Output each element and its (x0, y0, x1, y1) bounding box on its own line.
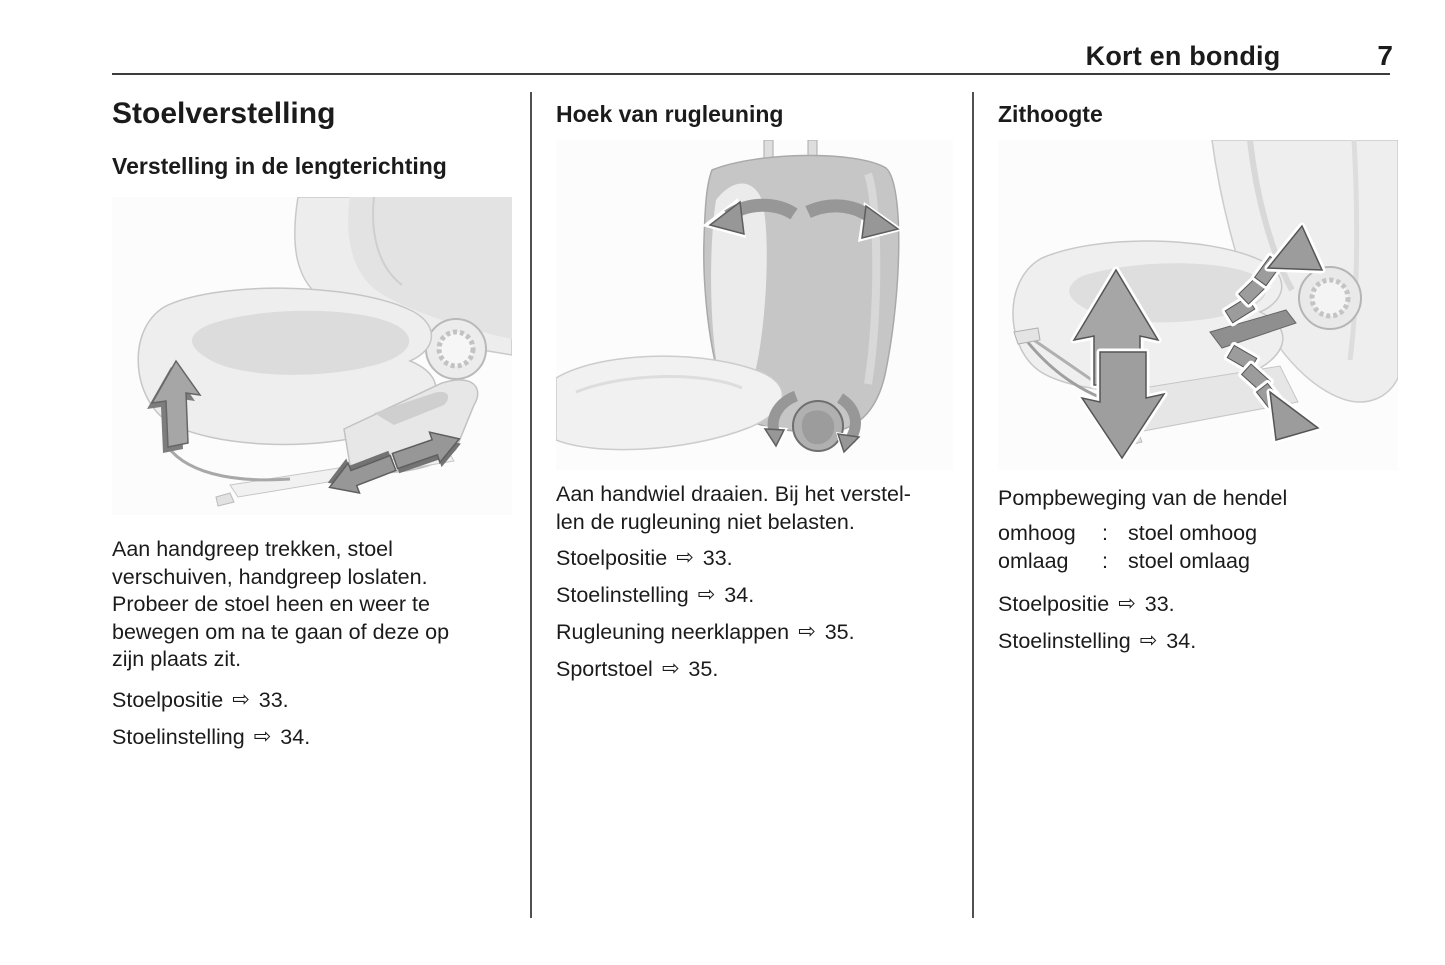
instruction-lead: Pompbeweging van de hendel (998, 486, 1288, 510)
seat-backrest-angle-drawing (556, 140, 953, 470)
subsection-heading: Zithoogte (998, 101, 1103, 127)
page-reference (998, 628, 1398, 655)
reference-label: Stoelinstelling (998, 628, 1131, 653)
page-ref-arrow-icon: ⇨ (676, 546, 694, 569)
text-line: Aan handwiel draaien. Bij het verstel- (556, 482, 911, 506)
seat-longitudinal-drawing (112, 197, 512, 515)
seat-height-illustration (998, 140, 1398, 470)
section-heading: Stoelverstelling (112, 97, 336, 130)
definition-term: omlaag (998, 548, 1069, 573)
page-reference (556, 545, 953, 572)
text-line: verschuiven, handgreep loslaten. (112, 564, 428, 589)
page-reference (556, 656, 953, 683)
column-seat-adjustment (112, 0, 512, 751)
page-ref-arrow-icon: ⇨ (1139, 628, 1158, 652)
page-reference (112, 724, 512, 751)
page-ref-arrow-icon: ⇨ (1118, 591, 1136, 615)
reference-page: 35. (688, 657, 719, 681)
text-line: Aan handgreep trekken, stoel (112, 537, 393, 561)
definition-row (998, 547, 1398, 575)
reference-page: 34. (1166, 628, 1197, 653)
reference-label: Stoelpositie (112, 687, 224, 712)
definition-description: stoel omlaag (1128, 548, 1250, 573)
column-divider (530, 92, 532, 918)
reference-label: Stoelinstelling (112, 724, 245, 749)
page-reference (556, 582, 953, 609)
column-backrest-angle (556, 0, 953, 683)
reference-label: Stoelpositie (998, 591, 1110, 616)
page-ref-arrow-icon: ⇨ (697, 583, 716, 606)
subsection-heading: Hoek van rugleuning (556, 101, 784, 127)
definition-term: omhoog (998, 520, 1076, 545)
page-reference (998, 591, 1398, 618)
definition-colon: : (1102, 548, 1108, 573)
seat-backrest-angle-illustration (556, 140, 953, 470)
column-divider (972, 92, 974, 918)
page-ref-arrow-icon: ⇨ (798, 620, 816, 643)
page-reference (556, 619, 953, 646)
page-reference (112, 687, 512, 714)
reference-label: Stoelinstelling (556, 583, 689, 607)
definition-colon: : (1102, 520, 1108, 545)
definition-table (998, 519, 1398, 575)
text-line: bewegen om na te gaan of deze op (112, 619, 450, 644)
text-line: len de rugleuning niet belasten. (556, 509, 855, 534)
reference-label: Rugleuning neerklappen (556, 620, 790, 644)
reference-page: 34. (280, 724, 311, 749)
reference-page: 33. (702, 546, 733, 570)
definition-description: stoel omhoog (1128, 520, 1258, 545)
column-seat-height (998, 0, 1398, 655)
seat-height-drawing (998, 140, 1398, 470)
page-ref-arrow-icon: ⇨ (232, 687, 250, 711)
instruction-paragraph (556, 481, 953, 536)
instruction-paragraph (112, 536, 512, 674)
reference-page: 33. (258, 687, 289, 712)
chapter-title: Kort en bondig (1085, 41, 1281, 71)
page-number: 7 (1377, 40, 1393, 71)
reference-label: Sportstoel (556, 657, 653, 681)
definition-row (998, 519, 1398, 547)
page-ref-arrow-icon: ⇨ (253, 724, 272, 748)
reference-label: Stoelpositie (556, 546, 668, 570)
text-line: Probeer de stoel heen en weer te (112, 592, 430, 616)
subsection-heading: Verstelling in de lengterichting (112, 153, 447, 179)
reference-page: 34. (724, 583, 755, 607)
reference-page: 33. (1144, 591, 1175, 616)
text-line: zijn plaats zit. (112, 647, 242, 671)
seat-longitudinal-illustration (112, 197, 512, 515)
page-ref-arrow-icon: ⇨ (661, 657, 680, 680)
reference-page: 35. (824, 620, 855, 644)
